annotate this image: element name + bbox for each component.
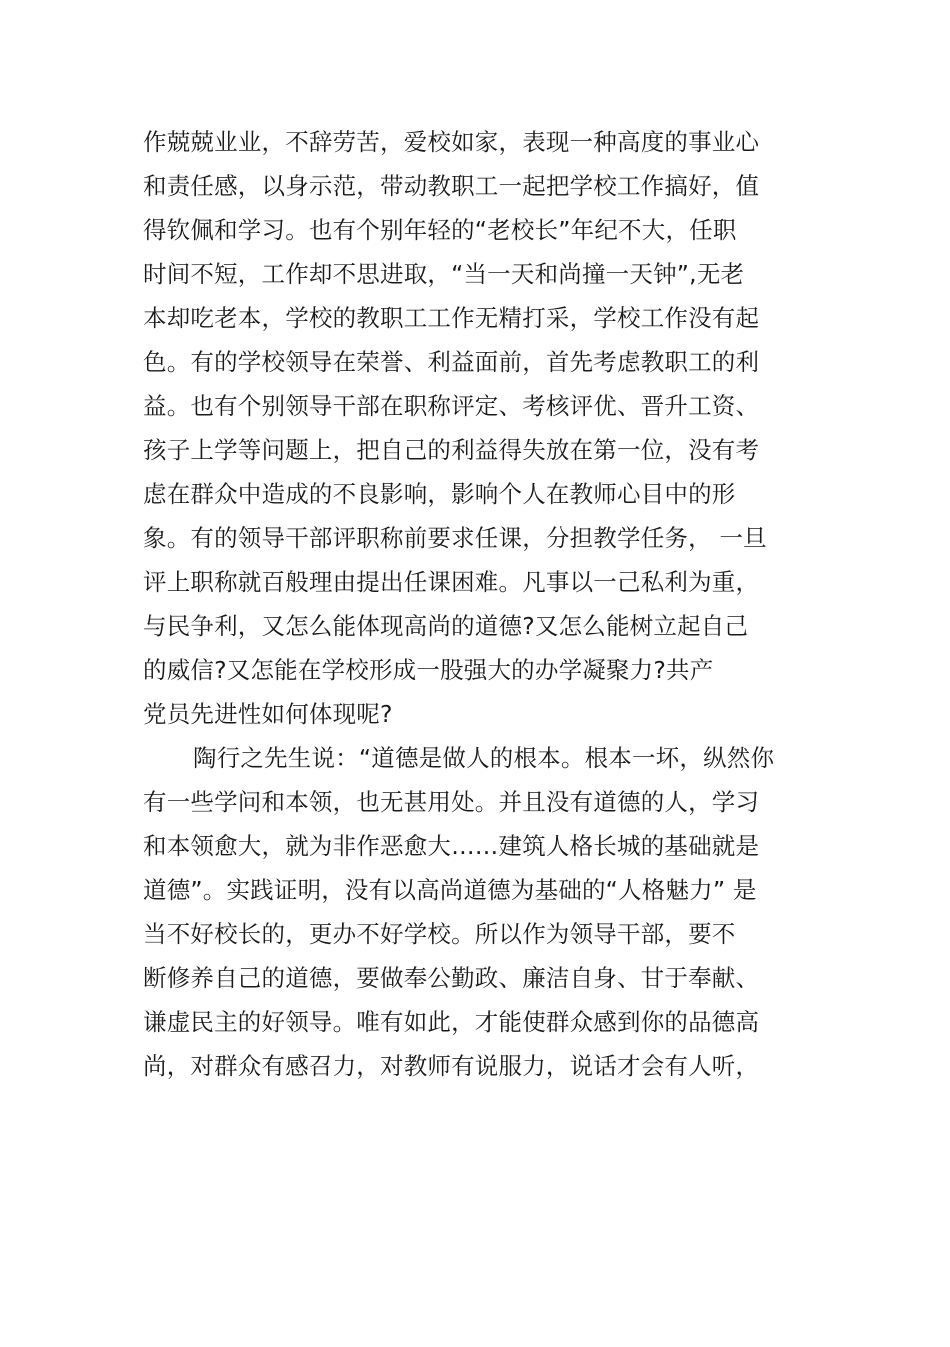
text-line: 作兢兢业业，不辞劳苦，爱校如家，表现一种高度的事业心 bbox=[143, 128, 760, 156]
paragraph-first-line: 陶行之先生说：“道德是做人的根本。根本一坏，纵然你 bbox=[193, 744, 775, 772]
text-line: 尚，对群众有感召力，对教师有说服力，说话才会有人听， bbox=[143, 1052, 760, 1080]
text-line: 党员先进性如何体现呢? bbox=[143, 700, 393, 728]
text-line: 评上职称就百般理由提出任课困难。凡事以一己私利为重， bbox=[143, 568, 760, 596]
text-line: 孩子上学等问题上，把自己的利益得失放在第一位，没有考 bbox=[143, 436, 760, 464]
text-line: 与民争利，又怎么能体现高尚的道德?又怎么能树立起自己 bbox=[143, 612, 749, 640]
text-line: 得钦佩和学习。也有个别年轻的“老校长”年纪不大，任职 bbox=[143, 216, 737, 244]
text-line: 益。也有个别领导干部在职称评定、考核评优、晋升工资、 bbox=[143, 392, 760, 420]
text-line: 断修养自己的道德，要做奉公勤政、廉洁自身、甘于奉献、 bbox=[143, 964, 760, 992]
text-line: 道德”。实践证明，没有以高尚道德为基础的“人格魅力” 是 bbox=[143, 876, 757, 904]
text-line: 虑在群众中造成的不良影响，影响个人在教师心目中的形 bbox=[143, 480, 736, 508]
text-line: 和责任感，以身示范，带动教职工一起把学校工作搞好，值 bbox=[143, 172, 760, 200]
text-line: 有一些学问和本领，也无甚用处。并且没有道德的人，学习 bbox=[143, 788, 760, 816]
text-line: 时间不短，工作却不思进取，“当一天和尚撞一天钟”,无老 bbox=[143, 260, 745, 288]
text-line: 的威信?又怎能在学校形成一股强大的办学凝聚力?共产 bbox=[143, 656, 714, 684]
body-text bbox=[143, 120, 843, 1088]
text-line: 和本领愈大，就为非作恶愈大……建筑人格长城的基础就是 bbox=[143, 832, 760, 860]
text-line: 当不好校长的，更办不好学校。所以作为领导干部，要不 bbox=[143, 920, 736, 948]
text-line: 象。有的领导干部评职称前要求任课，分担教学任务， 一旦 bbox=[143, 524, 767, 552]
text-line: 谦虚民主的好领导。唯有如此，才能使群众感到你的品德高 bbox=[143, 1008, 760, 1036]
text-line: 本却吃老本，学校的教职工工作无精打采，学校工作没有起 bbox=[143, 304, 760, 332]
text-line: 色。有的学校领导在荣誉、利益面前，首先考虑教职工的利 bbox=[143, 348, 760, 376]
